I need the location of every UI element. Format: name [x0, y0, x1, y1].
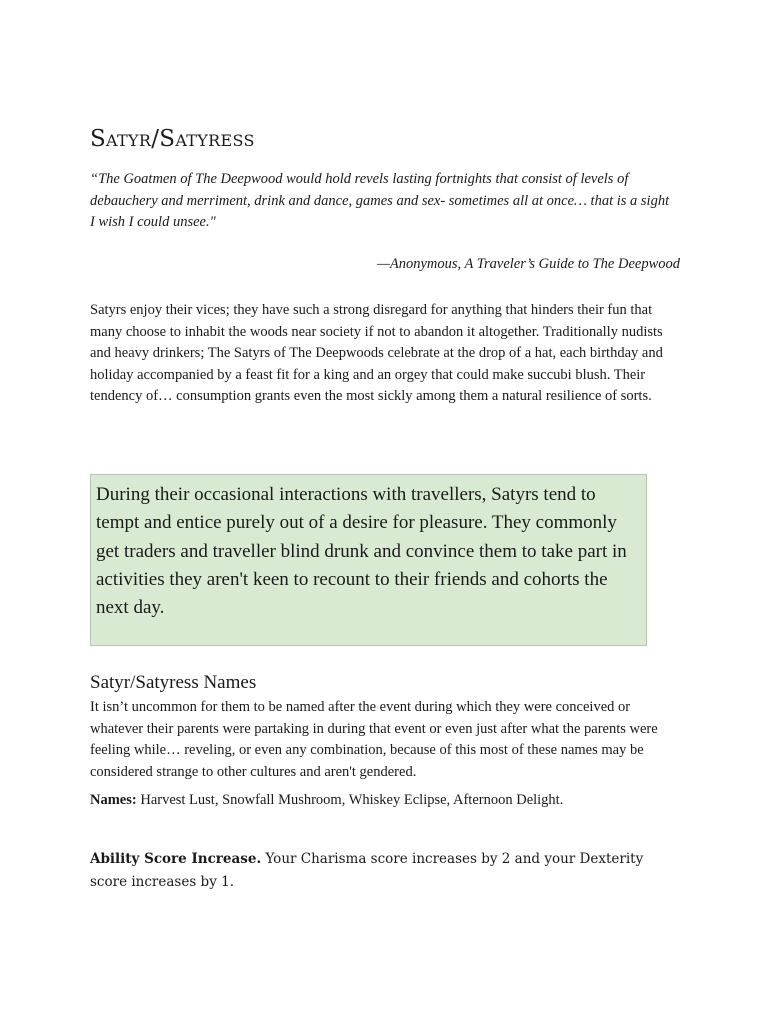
names-value: Harvest Lust, Snowfall Mushroom, Whiskey Eclipse, Afternoon Delight. [136, 792, 564, 808]
names-paragraph: It isn’t uncommon for them to be named after the event during which they were conceived or whatever their parents were partaking in during that event or even just after what the parents were feeling while… reveling, or even any combination, because of this most of these names may be considered strange to other cultures and aren't gendered. [90, 699, 658, 780]
names-list [90, 790, 680, 812]
quote-attribution: —Anonymous, A Traveler’s Guide to The Deepwood [376, 256, 680, 272]
names-heading: Satyr/Satyress Names [90, 672, 257, 693]
callout-box: During their occasional interactions with travellers, Satyrs tend to tempt and entice purely out of a desire for pleasure. They commonly get traders and traveller blind drunk and convince them to take part in activities they aren't keen to recount to their friends and cohorts the next day. [90, 474, 647, 646]
intro-paragraph: Satyrs enjoy their vices; they have such a strong disregard for anything that hinders their fun that many choose to inhabit the woods near society if not to abandon it altogether. Traditionally nudists and heavy drinkers; The Satyrs of The Deepwoods celebrate at the drop of a hat, each birthday and holiday accompanied by a feast fit for a king and an orgey that could make succubi blush. Their tendency of… consumption grants even the most sickly among them a natural resilience of sorts. [90, 302, 663, 404]
names-label: Names: [90, 792, 137, 808]
ability-text: Your Charisma score increases by 2 and your Dexterity score increases by 1. [90, 851, 644, 890]
ability-label: Ability Score Increase. [90, 851, 262, 867]
page-title: Satyr/Satyress [90, 126, 255, 152]
ability-score-increase [90, 848, 680, 894]
epigraph-quote: “The Goatmen of The Deepwood would hold revels lasting fortnights that consist of levels of debauchery and merriment, drink and dance, games and sex- sometimes all at once… that is a sight I wish I could unsee." [90, 171, 670, 230]
